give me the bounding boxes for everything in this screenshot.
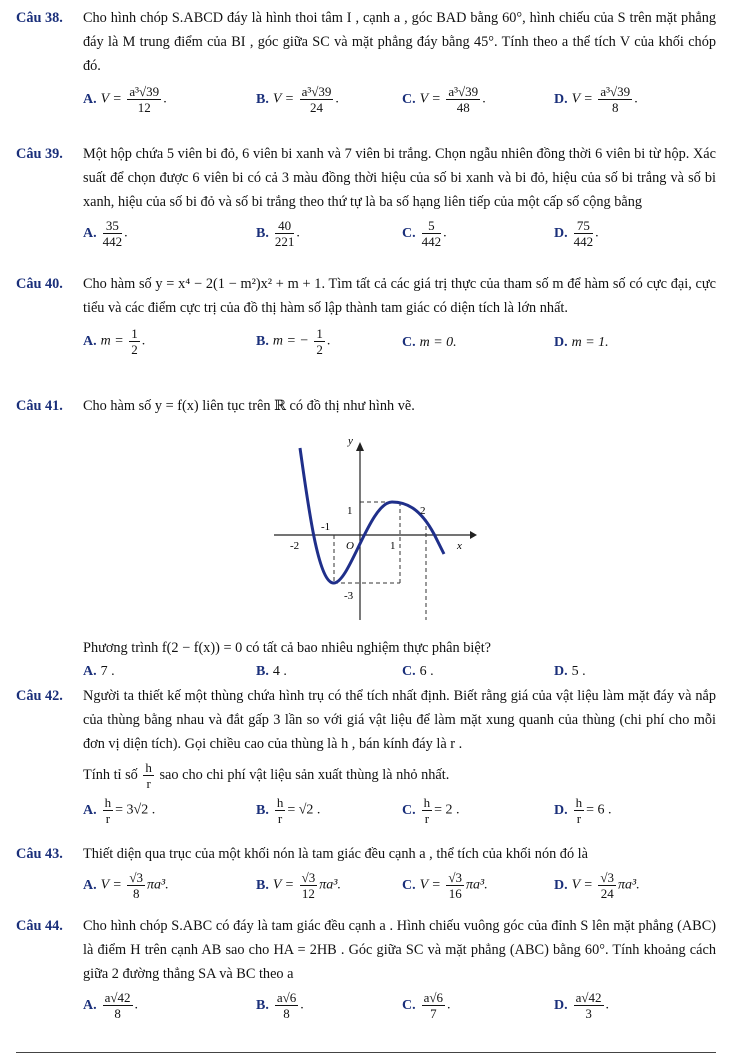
function-graph <box>274 434 494 624</box>
option-b[interactable]: B. V = $\frac{\text{a³√39}}{24}$ . <box>256 84 339 115</box>
question-number: Câu 42. <box>16 688 63 704</box>
question-40 <box>16 272 716 364</box>
question-44 <box>16 914 716 1030</box>
option-b[interactable]: B. $\frac{a√6}{8}$ . <box>256 990 304 1021</box>
option-a[interactable]: A. V = $\frac{√3}{8}$ πa³. <box>83 870 169 901</box>
question-text: Người ta thiết kế một thùng chứa hình trụ có thể tích nhất định. Biết rằng giá của vật liệu làm mặt đáy và nắp của thùng bằng nhau và đắt gấp 3 lần so với giá vật liệu để làm mặt xung quanh của thùng (chi phí cho mỗi đơn vị diện tích). Gọi chiều cao của thùng là h , bán kính đáy là r . <box>83 688 716 752</box>
question-42 <box>16 684 716 833</box>
option-c[interactable]: C. 6 . <box>402 664 434 679</box>
answer-options <box>83 795 716 833</box>
option-a[interactable]: A. $\frac{35}{442}$ . <box>83 218 128 249</box>
option-d[interactable]: D. $\frac{a√42}{3}$ . <box>554 990 610 1021</box>
question-41-prompt <box>16 636 716 684</box>
option-a[interactable]: A. m = $\frac{1}{2}$ . <box>83 326 146 357</box>
question-38 <box>16 6 716 128</box>
option-b[interactable]: B. m = − $\frac{1}{2}$ . <box>256 326 331 357</box>
option-c[interactable]: C. m = 0. <box>402 335 457 350</box>
x-axis-arrow <box>470 531 477 539</box>
option-a[interactable]: A. $\frac{h}{r}$ = 3√2 . <box>83 795 156 826</box>
option-d[interactable]: D. m = 1. <box>554 335 609 350</box>
option-c[interactable]: C. $\frac{a√6}{7}$ . <box>402 990 451 1021</box>
option-a[interactable]: A. $\frac{a√42}{8}$ . <box>83 990 139 1021</box>
option-c[interactable]: C. V = $\frac{\text{a³√39}}{48}$ . <box>402 84 486 115</box>
option-b[interactable]: B. 4 . <box>256 664 287 679</box>
option-a[interactable]: A. V = $\frac{\text{a³√39}}{12}$ . <box>83 84 167 115</box>
option-d[interactable]: D. $\frac{h}{r}$ = 6 . <box>554 795 612 826</box>
answer-options <box>83 218 716 258</box>
option-b[interactable]: B. V = $\frac{√3}{12}$ πa³. <box>256 870 341 901</box>
guide-lines <box>334 502 426 620</box>
question-number: Câu 43. <box>16 846 63 862</box>
option-c[interactable]: C. $\frac{5}{442}$ . <box>402 218 447 249</box>
option-d[interactable]: D. 5 . <box>554 664 586 679</box>
question-text: Một hộp chứa 5 viên bi đỏ, 6 viên bi xanh và 7 viên bi trắng. Chọn ngẫu nhiên đồng thời 6 viên bi từ hộp. Xác suất để chọn được 6 viên bi có cả 3 màu đồng thời hiệu của số bi xanh và bi đỏ, hiệu của số bi trắng và số bi xanh, hiệu của số bi đỏ và số bi trắng theo thứ tự là ba số hạng liên tiếp của một cấp số cộng bằng <box>83 146 716 210</box>
question-number: Câu 39. <box>16 146 63 162</box>
question-number: Câu 40. <box>16 276 63 292</box>
question-number: Câu 38. <box>16 10 63 26</box>
question-number: Câu 44. <box>16 918 63 934</box>
question-text: Cho hàm số y = f(x) liên tục trên ℝ có đồ thị như hình vẽ. <box>83 398 415 414</box>
answer-options <box>83 990 716 1030</box>
tick-label: 1 <box>347 505 353 517</box>
answer-options <box>83 870 716 908</box>
answer-options <box>83 84 716 128</box>
option-d[interactable]: D. $\frac{75}{442}$ . <box>554 218 599 249</box>
question-43 <box>16 842 716 908</box>
x-axis-label: x <box>457 540 462 552</box>
question-39 <box>16 142 716 258</box>
y-axis-label: y <box>348 435 353 447</box>
option-b[interactable]: B. $\frac{h}{r}$ = √2 . <box>256 795 321 826</box>
option-b[interactable]: B. $\frac{40}{221}$ . <box>256 218 300 249</box>
page-bottom-rule <box>16 1052 716 1053</box>
option-c[interactable]: C. $\frac{h}{r}$ = 2 . <box>402 795 460 826</box>
answer-options <box>83 660 716 684</box>
answer-options <box>83 326 716 364</box>
tick-label: 2 <box>420 505 426 517</box>
origin-label: O <box>346 540 354 552</box>
tick-label: -2 <box>290 540 300 552</box>
question-text: Thiết diện qua trục của một khối nón là tam giác đều cạnh a , thể tích của khối nón đó là <box>83 846 588 862</box>
y-axis-arrow <box>356 442 364 451</box>
question-text: Cho hàm số y = x⁴ − 2(1 − m²)x² + m + 1. Tìm tất cả các giá trị thực của tham số m để hàm số có cực đại, cực tiểu và các điểm cực trị của đồ thị hàm số lập thành tam giác có diện tích là lớn nhất. <box>83 276 716 316</box>
tick-label: 1 <box>390 540 396 552</box>
question-number: Câu 41. <box>16 398 63 414</box>
tick-label: -1 <box>321 521 331 533</box>
option-d[interactable]: D. V = $\frac{\text{a³√39}}{8}$ . <box>554 84 638 115</box>
question-text: Cho hình chóp S.ABCD đáy là hình thoi tâm I , cạnh a , góc BAD bằng 60°, hình chiếu của S trên mặt phẳng đáy là M trung điểm của BI , góc giữa SC và mặt phẳng đáy bằng 45°. Tính theo a thể tích V của khối chóp đó. <box>83 10 716 74</box>
question-text: Cho hình chóp S.ABC có đáy là tam giác đều cạnh a . Hình chiếu vuông góc của đỉnh S lên mặt phẳng (ABC) là điểm H trên cạnh AB sao cho HA = 2HB . Góc giữa SC và mặt phẳng (ABC) bằng 60°. Tính khoảng cách giữa 2 đường thẳng SA và BC theo a <box>83 918 716 982</box>
option-d[interactable]: D. V = $\frac{√3}{24}$ πa³. <box>554 870 640 901</box>
question-prompt: Phương trình f(2 − f(x)) = 0 có tất cả bao nhiêu nghiệm thực phân biệt? <box>83 640 492 656</box>
option-a[interactable]: A. 7 . <box>83 664 115 679</box>
question-ask: Tính tỉ số $\frac{h}{r}$ sao cho chi phí vật liệu sản xuất thùng là nhỏ nhất. <box>83 760 450 791</box>
option-c[interactable]: C. V = $\frac{√3}{16}$ πa³. <box>402 870 488 901</box>
question-41 <box>16 394 716 418</box>
tick-label: -3 <box>344 590 354 602</box>
